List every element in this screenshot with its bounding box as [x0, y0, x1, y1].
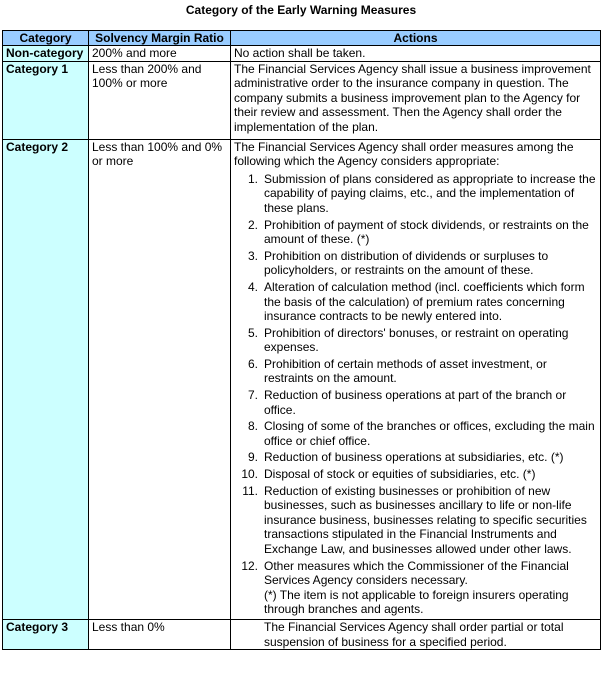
category-cell: Category 3 — [3, 619, 89, 649]
page-title: Category of the Early Warning Measures — [185, 3, 417, 17]
category-cell: Category 2 — [3, 139, 89, 619]
action-text: The Financial Services Agency shall order partial or total suspension of business for a specified period. — [264, 619, 564, 649]
measures-list — [234, 172, 597, 588]
ratio-cell: Less than 0% — [89, 619, 231, 649]
list-item: 11. Reduction of existing businesses or prohibition of new businesses, such as businesses ancillary to life or non-life insurance business, businesses relating to specific securities transactions stipulated in the Financial Instruments and Exchange Law, and businesses allowed under other laws. — [242, 483, 587, 556]
list-item: 12. Other measures which the Commissioner of the Financial Services Agency considers necessary. — [241, 558, 569, 588]
category-cell: Category 1 — [3, 61, 89, 139]
header-category: Category — [3, 31, 89, 46]
row-category-1 — [3, 61, 601, 139]
list-item: 1. Submission of plans considered as appropriate to increase the capability of paying claims, etc., and the implementation of these plans. — [247, 171, 596, 215]
list-item: 5. Prohibition of directors' bonuses, or restraint on operating expenses. — [247, 325, 569, 355]
action-cell — [231, 139, 601, 619]
action-text: The Financial Services Agency shall issue a business improvement administrative order to the insurance company in question. The company submits a business improvement plan to the Agency for their review and assessment. Then the Agency shall order the implementation of the plan. — [234, 61, 591, 134]
action-cell — [231, 619, 601, 649]
row-category-3 — [3, 619, 601, 649]
list-item: 9. Reduction of business operations at subsidiaries, etc. (*) — [247, 450, 564, 465]
category-cell: Non-category — [3, 46, 89, 62]
action-cell — [231, 61, 601, 139]
list-item: 7. Reduction of business operations at part of the branch or office. — [247, 388, 567, 417]
ratio-cell: Less than 200% and 100% or more — [89, 61, 231, 139]
action-intro: The Financial Services Agency shall order measures among the following which the Agency considers appropriate: — [234, 139, 574, 169]
list-item: 8. Closing of some of the branches or offices, excluding the main office or chief office. — [247, 419, 595, 448]
list-item: 10. Disposal of stock or equities of subsidiaries, etc. (*) — [241, 467, 536, 482]
header-row — [3, 31, 601, 46]
row-non-category — [3, 46, 601, 62]
list-item: 4. Alteration of calculation method (incl. coefficients which form the basis of the calculation) of premium rates concerning insurance contracts to be newly entered into. — [247, 279, 585, 324]
early-warning-table — [2, 30, 601, 650]
action-cell: No action shall be taken. — [231, 46, 601, 62]
list-item: 2. Prohibition of payment of stock dividends, or restraints on the amount of these. (*) — [247, 217, 589, 247]
header-solvency-ratio: Solvency Margin Ratio — [89, 31, 231, 46]
list-item: 6. Prohibition of certain methods of asset investment, or restraints on the amount. — [247, 356, 547, 386]
list-item: 3. Prohibition on distribution of dividends or surpluses to policyholders, or restraints on the amount of these. — [247, 248, 549, 278]
header-actions: Actions — [231, 31, 601, 46]
ratio-cell: 200% and more — [89, 46, 231, 62]
row-category-2 — [3, 139, 601, 619]
ratio-cell: Less than 100% and 0% or more — [89, 139, 231, 619]
footnote: (*) The item is not applicable to foreign insurers operating through branches and agents. — [264, 587, 569, 617]
